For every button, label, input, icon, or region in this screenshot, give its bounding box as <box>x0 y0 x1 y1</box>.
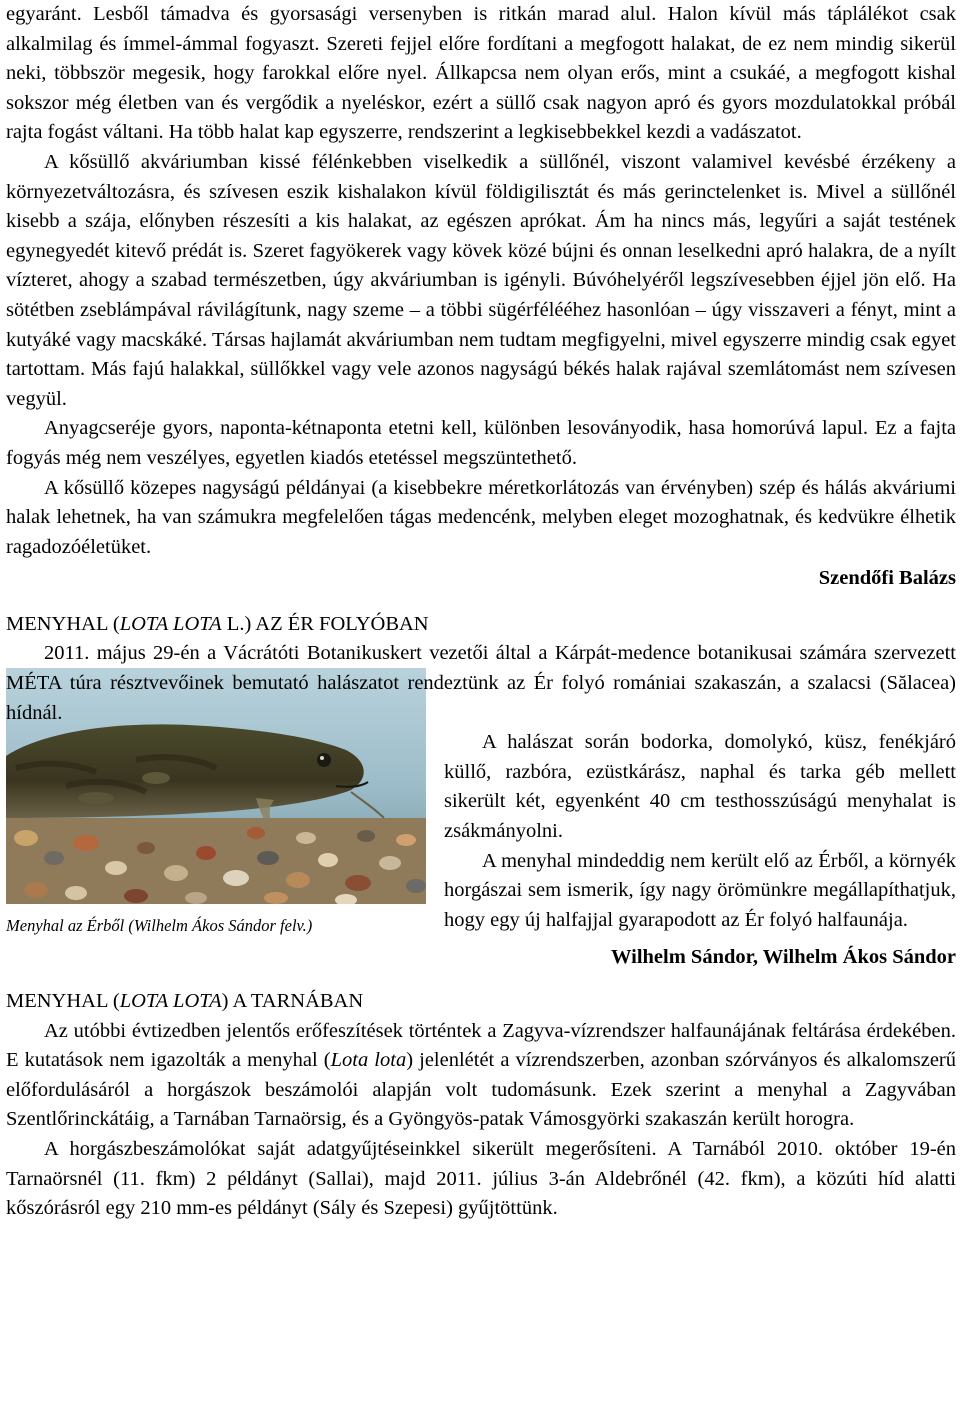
paragraph-er-intro: 2011. május 29-én a Vácrátóti Botanikuskert vezetői által a Kárpát-medence botanikusai számára szervezett MÉTA túra résztvevőinek bemutató halászatot rendeztünk az Ér folyó romániai szakaszán, a szalacsi (Sălacea) hídnál. <box>6 642 956 724</box>
paragraph-tarna-1: Az utóbbi évtizedben jelentős erőfeszítések történtek a Zagyva-vízrendszer halfaunájának feltárása érdekében. E kutatások nem igazolták a menyhal (Lota lota) jelenlétét a vízrendszerben, azonban szórványos és alkalomszerű előfordulásáról a horgászok beszámolói alapján volt tudomásunk. Ezek szerint a menyhal a Zagyvában Szentlőrinckátáig, a Tarnában Tarnaörsig, és a Gyöngyös-patak Vámosgyörki szakaszán került horogra. <box>6 1019 957 1131</box>
species-name-2: LOTA LOTA <box>119 990 222 1012</box>
paragraph-tarna-2: A horgászbeszámolókat saját adatgyűjtéseinkkel sikerült megerősíteni. A Tarnából 2010. október 19-én Tarnaörsnél (11. fkm) 2 példányt (Sallai), majd 2011. július 3-án Aldebrőnél (42. fkm), a közúti híd alatti kőszórásról egy 210 mm-es példányt (Sály és Szepesi) gyűjtöttünk. <box>6 1137 956 1220</box>
paragraph-conclusion: A kősüllő közepes nagyságú példányai (a kisebbekre méretkorlátozás van érvényben) szép és hálás akváriumi halak lehetnek, ha van számukra megfelelően tágas medencénk, melyben eleget mozoghatnak, és kedvükre élhetik ragadozóéletüket. <box>6 476 956 558</box>
paragraph-er-new-species: A menyhal mindeddig nem került elő az Érből, a környék horgászai sem ismerik, így nagy örömünkre megállapíthatjuk, hogy egy új halfajjal gyarapodott az Ér folyó halfaunája. <box>444 849 956 931</box>
paragraph-er-catch: A halászat során bodorka, domolykó, küsz, fenékjáró küllő, razbóra, ezüstkárász, naphal és tarka géb mellett sikerült két, egyenként 40 cm testhosszúságú menyhalat is zsákmányolni. <box>444 731 956 843</box>
paragraph-metabolism: Anyagcseréje gyors, naponta-kétnaponta etetni kell, különben lesoványodik, hasa homorúvá lapul. Ez a fajta fogyás még nem veszélyes, egyetlen kiadós etetéssel megszüntethető. <box>6 417 956 469</box>
document-page <box>6 0 956 1224</box>
photo-caption: Menyhal az Érből (Wilhelm Ákos Sándor felv.) <box>6 916 313 936</box>
burbot-photo <box>6 668 426 904</box>
species-name: LOTA LOTA <box>119 612 222 635</box>
section-heading-er: MENYHAL (LOTA LOTA L.) AZ ÉR FOLYÓBAN <box>6 612 429 635</box>
paragraph-feeding: egyaránt. Lesből támadva és gyorsasági versenyben is ritkán marad alul. Halon kívül más táplálékot csak alkalmilag és ímmel-ámmal fogyaszt. Szereti fejjel előre fordítani a megfogott halakat, de ez nem mindig sikerül neki, többször megesik, hogy farokkal előre nyel. Állkapcsa nem olyan erős, mint a csukáé, a megfogott kishal sokszor még életben van és vergődik a nyeléskor, ezért a süllő csak nagyon apró és gyors mozdulatokkal próbál rajta fogást váltani. Ha több halat kap egyszerre, rendszerint a legkisebbekkel kezdi a vadászatot. <box>6 3 956 144</box>
author-signature-2: Wilhelm Sándor, Wilhelm Ákos Sándor <box>611 946 956 969</box>
figure-burbot <box>6 668 432 938</box>
section-heading-tarna: MENYHAL (LOTA LOTA) A TARNÁBAN <box>6 990 364 1012</box>
author-signature: Szendőfi Balázs <box>818 567 956 590</box>
paragraph-aquarium: A kősüllő akváriumban kissé félénkebben viselkedik a süllőnél, viszont valamivel kevésbé érzékeny a környezetváltozásra, és szívesen eszik kishalakon kívül földigilisztát és más gerinctelenket is. Mivel a süllőnél kisebb a szája, előnyben részesíti a kis halakat, az egészen aprókat. Ám ha nincs más, legyűri a saját testének egynegyedét kitevő prédát is. Szeret fagyökerek vagy kövek közé bújni és onnan leselkedni apró halakra, de a nyílt vízteret, ahogy a szabad természetben, úgy akváriumban is igényli. Búvóhelyéről legszívesebben éjjel jön elő. Ha sötétben zseblámpával rávilágítunk, nagy szeme – a többi sügérfélééhez hasonlóan – úgy visszaveri a fényt, mint a kutyáké vagy macskáké. Társas hajlamát akváriumban nem tudtam megfigyelni, mivel egyszerre mindig csak egyet tartottam. Más fajú halakkal, süllőkkel vagy vele azonos nagyságú békés halak rajával szemlátomást nem szívesen vegyül. <box>6 150 956 410</box>
